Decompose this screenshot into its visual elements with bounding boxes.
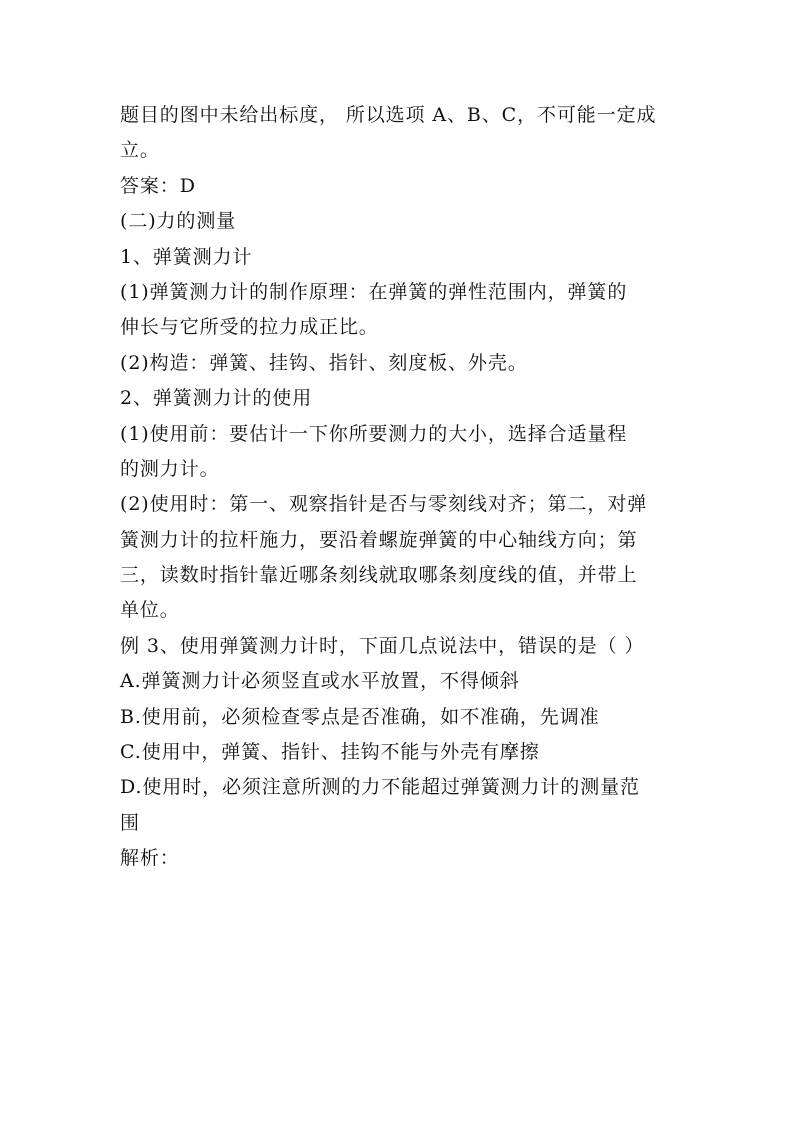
- text-line: 的测力计。: [120, 457, 220, 480]
- document-body: [120, 98, 695, 877]
- text-line: 三，读数时指针靠近哪条刻线就取哪条刻度线的值，并带上: [120, 564, 638, 587]
- subsection-heading: 2、弹簧测力计的使用: [120, 387, 313, 410]
- section-heading: (二)力的测量: [120, 210, 237, 233]
- text-line: 簧测力计的拉杆施力，要沿着螺旋弹簧的中心轴线方向；第: [120, 528, 638, 551]
- text-line: (1)使用前：要估计一下你所要测力的大小，选择合适量程: [120, 422, 628, 445]
- option-d: D.使用时，必须注意所测的力不能超过弹簧测力计的测量范: [120, 776, 640, 799]
- example-question: 例 3、使用弹簧测力计时，下面几点说法中，错误的是（ ）: [120, 634, 645, 657]
- answer-line: 答案：D: [120, 174, 196, 197]
- analysis-label: 解析：: [120, 847, 180, 870]
- text-line: (1)弹簧测力计的制作原理：在弹簧的弹性范围内，弹簧的: [120, 280, 628, 303]
- text-line: (2)使用时：第一、观察指针是否与零刻线对齐；第二，对弹: [120, 493, 648, 516]
- option-b: B.使用前，必须检查零点是否准确，如不准确，先调准: [120, 705, 600, 728]
- text-line: 伸长与它所受的拉力成正比。: [120, 316, 379, 339]
- text-line: 立。: [120, 139, 160, 162]
- option-d-continued: 围: [120, 811, 140, 834]
- text-line: 题目的图中未给出标度， 所以选项 A、B、C，不可能一定成: [120, 104, 657, 126]
- text-line: 单位。: [120, 599, 180, 622]
- text-line: (2)构造：弹簧、挂钩、指针、刻度板、外壳。: [120, 351, 528, 374]
- option-a: A.弹簧测力计必须竖直或水平放置，不得倾斜: [120, 670, 520, 693]
- subsection-heading: 1、弹簧测力计: [120, 245, 253, 268]
- option-c: C.使用中，弹簧、指针、挂钩不能与外壳有摩擦: [120, 741, 540, 764]
